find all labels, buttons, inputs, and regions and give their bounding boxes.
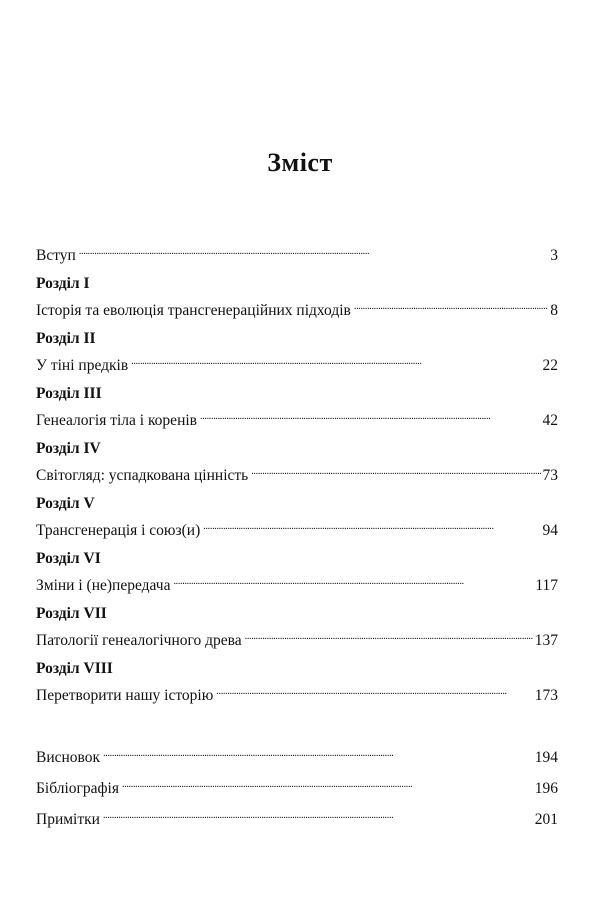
- chapter-heading-5: Розділ V: [36, 495, 95, 512]
- chapter-heading-3: Розділ III: [36, 385, 102, 402]
- chapter-heading-4: Розділ IV: [36, 440, 101, 457]
- dot-leader: [131, 356, 540, 370]
- toc-page-number: 194: [534, 749, 558, 766]
- dot-leader: [200, 411, 541, 425]
- toc-entry-chapter-8: [36, 686, 558, 706]
- dot-leader: [103, 810, 533, 824]
- toc-page-number: 137: [534, 632, 558, 649]
- dot-leader: [173, 576, 533, 590]
- page-title: Зміст: [267, 148, 333, 177]
- toc-entry-label: У тіні предків: [36, 357, 129, 374]
- toc-page-number: 3: [550, 247, 558, 264]
- toc-entry-chapter-6: [36, 576, 558, 596]
- toc-page-number: 117: [535, 577, 558, 594]
- toc-entry-label: Перетворити нашу історію: [36, 687, 214, 704]
- toc-entry-label: Генеалогія тіла і коренів: [36, 412, 197, 429]
- dot-leader: [251, 466, 540, 480]
- toc-entry-label: Вступ: [36, 247, 76, 264]
- toc-page-number: 73: [542, 467, 558, 484]
- toc-page-number: 42: [542, 412, 558, 429]
- toc-entry-label: Примітки: [36, 811, 100, 828]
- toc-entry-bibliography: [36, 779, 558, 799]
- chapter-heading-2: Розділ II: [36, 330, 96, 347]
- toc-entry-conclusion: [36, 748, 558, 768]
- toc-entry-chapter-5: [36, 521, 558, 541]
- toc-entry-label: Патології генеалогічного древа: [36, 632, 242, 649]
- toc-page-number: 8: [550, 302, 558, 319]
- back-matter: [36, 748, 558, 830]
- toc-entry-label: Світогляд: успадкована цінність: [36, 467, 249, 484]
- toc-entry-chapter-1: [36, 301, 558, 321]
- toc-entry-label: Історія та еволюція трансгенераційних підходів: [36, 302, 351, 319]
- toc-entry-chapter-7: [36, 631, 558, 651]
- toc-entry-notes: [36, 810, 558, 830]
- dot-leader: [245, 631, 533, 645]
- dot-leader: [79, 246, 548, 260]
- dot-leader: [203, 521, 540, 535]
- toc-page-number: 201: [534, 811, 558, 828]
- dot-leader: [216, 686, 532, 700]
- toc-entry-label: Бібліографія: [36, 780, 119, 797]
- dot-leader: [122, 779, 533, 793]
- toc-page-number: 94: [542, 522, 558, 539]
- section-gap: [36, 706, 558, 748]
- toc-page-number: 22: [542, 357, 558, 374]
- toc-page-number: 173: [534, 687, 558, 704]
- chapter-heading-6: Розділ VI: [36, 550, 101, 567]
- toc-entry-label: Трансгенерація і союз(и): [36, 522, 201, 539]
- chapter-heading-7: Розділ VII: [36, 605, 107, 622]
- toc-entry-chapter-4: [36, 466, 558, 486]
- chapter-heading-8: Розділ VIII: [36, 660, 113, 677]
- table-of-contents: [36, 246, 558, 830]
- chapter-heading-1: Розділ I: [36, 275, 90, 292]
- dot-leader: [103, 748, 533, 762]
- toc-entry-label: Зміни і (не)передача: [36, 577, 171, 594]
- toc-page-number: 196: [534, 780, 558, 797]
- toc-entry-chapter-3: [36, 411, 558, 431]
- toc-entry-intro: [36, 246, 558, 266]
- dot-leader: [354, 301, 548, 315]
- toc-entry-chapter-2: [36, 356, 558, 376]
- toc-entry-label: Висновок: [36, 749, 101, 766]
